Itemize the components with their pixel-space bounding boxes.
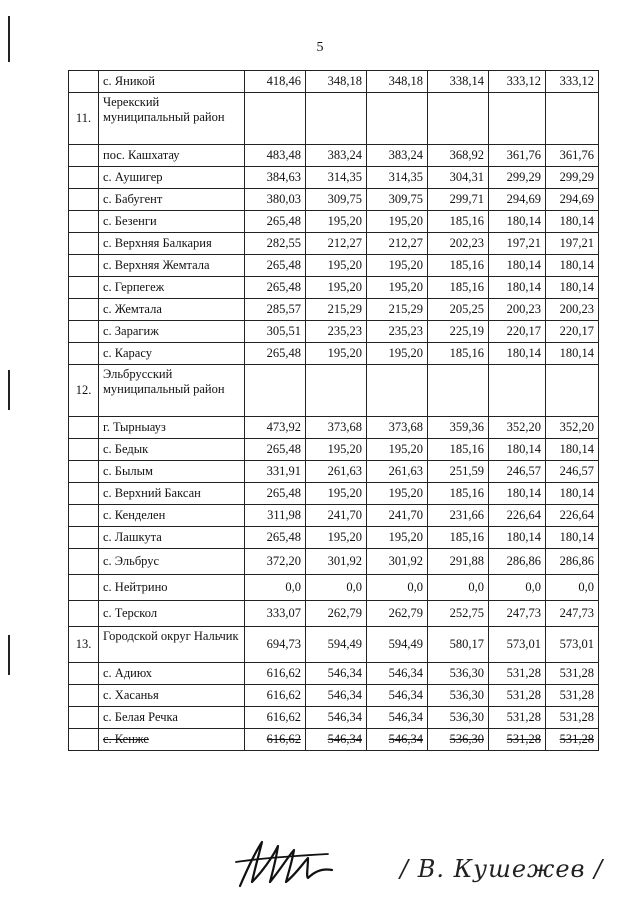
table-body (69, 71, 599, 751)
tariff-value: 616,62 (245, 663, 306, 685)
tariff-value (428, 93, 489, 145)
tariff-table (68, 70, 599, 751)
tariff-value: 180,14 (546, 343, 599, 365)
tariff-value: 180,14 (546, 255, 599, 277)
tariff-value: 309,75 (306, 189, 367, 211)
margin-mark (8, 16, 10, 62)
tariff-value: 241,70 (367, 505, 428, 527)
table-row (69, 167, 599, 189)
tariff-value: 333,12 (489, 71, 546, 93)
tariff-value: 546,34 (367, 707, 428, 729)
tariff-value (306, 93, 367, 145)
settlement-name: с. Зарагиж (99, 321, 245, 343)
tariff-value: 299,29 (489, 167, 546, 189)
settlement-name: с. Бедык (99, 439, 245, 461)
tariff-value: 180,14 (489, 343, 546, 365)
settlement-name: Эльбрусский муниципальный район (99, 365, 245, 417)
tariff-value: 180,14 (546, 439, 599, 461)
tariff-value: 180,14 (489, 277, 546, 299)
tariff-value: 531,28 (489, 729, 546, 751)
tariff-value: 265,48 (245, 255, 306, 277)
tariff-value: 0,0 (546, 575, 599, 601)
tariff-value: 531,28 (489, 707, 546, 729)
tariff-value: 531,28 (546, 663, 599, 685)
tariff-value: 580,17 (428, 627, 489, 663)
tariff-value: 383,24 (306, 145, 367, 167)
row-number (69, 575, 99, 601)
tariff-value: 546,34 (306, 685, 367, 707)
row-number (69, 549, 99, 575)
tariff-value: 294,69 (489, 189, 546, 211)
tariff-value: 197,21 (546, 233, 599, 255)
tariff-value: 265,48 (245, 527, 306, 549)
tariff-value: 348,18 (306, 71, 367, 93)
settlement-name: с. Яникой (99, 71, 245, 93)
table-row (69, 417, 599, 439)
tariff-value: 373,68 (367, 417, 428, 439)
tariff-value: 531,28 (546, 685, 599, 707)
tariff-value: 372,20 (245, 549, 306, 575)
tariff-value: 333,07 (245, 601, 306, 627)
tariff-value: 180,14 (546, 483, 599, 505)
row-number (69, 299, 99, 321)
tariff-value: 546,34 (306, 663, 367, 685)
settlement-name: пос. Кашхатау (99, 145, 245, 167)
row-number (69, 663, 99, 685)
tariff-value: 180,14 (489, 255, 546, 277)
tariff-value: 483,48 (245, 145, 306, 167)
tariff-value (245, 93, 306, 145)
tariff-value: 212,27 (367, 233, 428, 255)
page-number: 5 (316, 40, 324, 55)
table-row (69, 483, 599, 505)
row-number (69, 145, 99, 167)
table-row (69, 233, 599, 255)
tariff-value: 286,86 (546, 549, 599, 575)
tariff-value: 246,57 (546, 461, 599, 483)
tariff-value: 180,14 (546, 527, 599, 549)
table-row (69, 707, 599, 729)
row-number (69, 461, 99, 483)
table-row (69, 71, 599, 93)
settlement-name: с. Былым (99, 461, 245, 483)
tariff-value: 304,31 (428, 167, 489, 189)
settlement-name: Городской округ Нальчик (99, 627, 245, 663)
settlement-name: с. Кенделен (99, 505, 245, 527)
tariff-value: 546,34 (306, 707, 367, 729)
tariff-value: 195,20 (367, 483, 428, 505)
tariff-value: 262,79 (367, 601, 428, 627)
tariff-value: 251,59 (428, 461, 489, 483)
tariff-value: 195,20 (367, 211, 428, 233)
table-row (69, 321, 599, 343)
tariff-value: 531,28 (546, 729, 599, 751)
table-row (69, 575, 599, 601)
tariff-value: 299,71 (428, 189, 489, 211)
tariff-value: 247,73 (489, 601, 546, 627)
table-row (69, 549, 599, 575)
tariff-value: 220,17 (546, 321, 599, 343)
tariff-value: 220,17 (489, 321, 546, 343)
settlement-name: г. Тырныауз (99, 417, 245, 439)
tariff-value: 200,23 (546, 299, 599, 321)
tariff-value: 286,86 (489, 549, 546, 575)
tariff-value (306, 365, 367, 417)
table-row (69, 527, 599, 549)
tariff-value: 195,20 (306, 277, 367, 299)
tariff-value: 241,70 (306, 505, 367, 527)
tariff-value: 235,23 (367, 321, 428, 343)
row-number (69, 527, 99, 549)
row-number: 11. (69, 93, 99, 145)
tariff-value: 380,03 (245, 189, 306, 211)
tariff-value: 383,24 (367, 145, 428, 167)
tariff-value: 0,0 (245, 575, 306, 601)
tariff-value: 195,20 (306, 343, 367, 365)
table-row (69, 343, 599, 365)
tariff-value: 195,20 (306, 439, 367, 461)
row-number (69, 601, 99, 627)
row-number (69, 71, 99, 93)
tariff-value: 195,20 (367, 439, 428, 461)
tariff-value: 694,73 (245, 627, 306, 663)
tariff-value: 265,48 (245, 483, 306, 505)
tariff-value: 180,14 (546, 277, 599, 299)
row-number (69, 189, 99, 211)
tariff-value: 265,48 (245, 439, 306, 461)
tariff-value: 594,49 (306, 627, 367, 663)
table-row (69, 299, 599, 321)
tariff-value: 225,19 (428, 321, 489, 343)
table-row (69, 505, 599, 527)
tariff-value (367, 365, 428, 417)
margin-mark (8, 635, 10, 675)
tariff-value: 180,14 (546, 211, 599, 233)
tariff-value: 0,0 (428, 575, 489, 601)
tariff-value: 333,12 (546, 71, 599, 93)
tariff-value: 368,92 (428, 145, 489, 167)
tariff-value: 531,28 (489, 685, 546, 707)
tariff-value: 195,20 (306, 483, 367, 505)
tariff-value: 247,73 (546, 601, 599, 627)
row-number (69, 729, 99, 751)
tariff-value: 309,75 (367, 189, 428, 211)
settlement-name: с. Лашкута (99, 527, 245, 549)
row-number (69, 321, 99, 343)
tariff-value: 305,51 (245, 321, 306, 343)
tariff-value: 0,0 (489, 575, 546, 601)
tariff-value: 226,64 (489, 505, 546, 527)
row-number: 12. (69, 365, 99, 417)
tariff-value: 195,20 (306, 211, 367, 233)
settlement-name: с. Белая Речка (99, 707, 245, 729)
tariff-value: 352,20 (489, 417, 546, 439)
tariff-value: 185,16 (428, 255, 489, 277)
row-number (69, 417, 99, 439)
table-row (69, 145, 599, 167)
row-number (69, 685, 99, 707)
tariff-value: 546,34 (367, 729, 428, 751)
table-row (69, 663, 599, 685)
tariff-value: 282,55 (245, 233, 306, 255)
tariff-value: 384,63 (245, 167, 306, 189)
tariff-value: 197,21 (489, 233, 546, 255)
tariff-value: 314,35 (306, 167, 367, 189)
tariff-value: 265,48 (245, 343, 306, 365)
tariff-value: 195,20 (306, 527, 367, 549)
settlement-name: с. Кенже (99, 729, 245, 751)
tariff-value: 531,28 (546, 707, 599, 729)
tariff-value: 531,28 (489, 663, 546, 685)
tariff-value: 195,20 (367, 255, 428, 277)
tariff-value: 202,23 (428, 233, 489, 255)
row-number (69, 277, 99, 299)
tariff-value: 205,25 (428, 299, 489, 321)
table-row (69, 211, 599, 233)
table-row (69, 461, 599, 483)
table-row (69, 729, 599, 751)
tariff-value: 314,35 (367, 167, 428, 189)
tariff-value: 311,98 (245, 505, 306, 527)
tariff-value: 361,76 (489, 145, 546, 167)
tariff-value: 185,16 (428, 211, 489, 233)
settlement-name: с. Верхняя Балкария (99, 233, 245, 255)
table-row (69, 685, 599, 707)
table-row (69, 601, 599, 627)
tariff-value: 265,48 (245, 211, 306, 233)
tariff-value: 231,66 (428, 505, 489, 527)
row-number (69, 483, 99, 505)
settlement-name: с. Карасу (99, 343, 245, 365)
tariff-value: 418,46 (245, 71, 306, 93)
tariff-value: 573,01 (489, 627, 546, 663)
tariff-value: 200,23 (489, 299, 546, 321)
tariff-value: 185,16 (428, 277, 489, 299)
tariff-value: 473,92 (245, 417, 306, 439)
tariff-value: 215,29 (306, 299, 367, 321)
tariff-value: 536,30 (428, 685, 489, 707)
tariff-value: 616,62 (245, 685, 306, 707)
tariff-value: 338,14 (428, 71, 489, 93)
row-number: 13. (69, 627, 99, 663)
table-row (69, 277, 599, 299)
signature (232, 832, 342, 896)
row-number (69, 211, 99, 233)
tariff-value: 185,16 (428, 439, 489, 461)
tariff-value: 352,20 (546, 417, 599, 439)
row-number (69, 343, 99, 365)
tariff-value: 536,30 (428, 663, 489, 685)
tariff-value: 536,30 (428, 707, 489, 729)
settlement-name: с. Аушигер (99, 167, 245, 189)
tariff-value: 299,29 (546, 167, 599, 189)
tariff-value: 573,01 (546, 627, 599, 663)
tariff-value: 180,14 (489, 211, 546, 233)
tariff-value: 262,79 (306, 601, 367, 627)
tariff-value: 546,34 (367, 685, 428, 707)
tariff-value: 546,34 (306, 729, 367, 751)
tariff-value: 301,92 (306, 549, 367, 575)
row-number (69, 255, 99, 277)
tariff-value (489, 365, 546, 417)
tariff-value: 246,57 (489, 461, 546, 483)
tariff-value: 294,69 (546, 189, 599, 211)
row-number (69, 707, 99, 729)
tariff-value (367, 93, 428, 145)
signature-caption: / В. Кушежев / (400, 855, 604, 883)
tariff-value: 195,20 (367, 527, 428, 549)
tariff-value: 185,16 (428, 483, 489, 505)
tariff-value (546, 93, 599, 145)
tariff-value: 195,20 (306, 255, 367, 277)
tariff-value (546, 365, 599, 417)
tariff-value: 185,16 (428, 527, 489, 549)
tariff-value: 536,30 (428, 729, 489, 751)
tariff-value (489, 93, 546, 145)
settlement-name: с. Хасанья (99, 685, 245, 707)
settlement-name: с. Терскол (99, 601, 245, 627)
tariff-value: 226,64 (546, 505, 599, 527)
tariff-value: 348,18 (367, 71, 428, 93)
tariff-value: 373,68 (306, 417, 367, 439)
tariff-value: 616,62 (245, 707, 306, 729)
row-number (69, 167, 99, 189)
settlement-name: с. Жемтала (99, 299, 245, 321)
tariff-value: 195,20 (367, 343, 428, 365)
row-number (69, 439, 99, 461)
tariff-value: 546,34 (367, 663, 428, 685)
tariff-value: 301,92 (367, 549, 428, 575)
tariff-value: 0,0 (367, 575, 428, 601)
tariff-value: 252,75 (428, 601, 489, 627)
tariff-value: 261,63 (367, 461, 428, 483)
margin-mark (8, 370, 10, 410)
tariff-value: 212,27 (306, 233, 367, 255)
tariff-value: 265,48 (245, 277, 306, 299)
tariff-value: 215,29 (367, 299, 428, 321)
settlement-name: с. Безенги (99, 211, 245, 233)
settlement-name: с. Герпегеж (99, 277, 245, 299)
tariff-value: 359,36 (428, 417, 489, 439)
settlement-name: с. Эльбрус (99, 549, 245, 575)
row-number (69, 233, 99, 255)
tariff-value: 261,63 (306, 461, 367, 483)
tariff-value: 331,91 (245, 461, 306, 483)
settlement-name: с. Верхняя Жемтала (99, 255, 245, 277)
tariff-value: 361,76 (546, 145, 599, 167)
tariff-value: 0,0 (306, 575, 367, 601)
table-row (69, 93, 599, 145)
table-row (69, 439, 599, 461)
tariff-value (245, 365, 306, 417)
tariff-value: 235,23 (306, 321, 367, 343)
tariff-value: 616,62 (245, 729, 306, 751)
tariff-value: 180,14 (489, 439, 546, 461)
tariff-value: 180,14 (489, 483, 546, 505)
settlement-name: с. Нейтрино (99, 575, 245, 601)
settlement-name: с. Верхний Баксан (99, 483, 245, 505)
settlement-name: с. Бабугент (99, 189, 245, 211)
settlement-name: Черекский муниципальный район (99, 93, 245, 145)
tariff-value (428, 365, 489, 417)
tariff-value: 594,49 (367, 627, 428, 663)
tariff-value: 185,16 (428, 343, 489, 365)
tariff-value: 291,88 (428, 549, 489, 575)
table-row (69, 627, 599, 663)
row-number (69, 505, 99, 527)
table-row (69, 365, 599, 417)
table-row (69, 255, 599, 277)
tariff-value: 195,20 (367, 277, 428, 299)
tariff-value: 285,57 (245, 299, 306, 321)
tariff-value: 180,14 (489, 527, 546, 549)
settlement-name: с. Адиюх (99, 663, 245, 685)
table-row (69, 189, 599, 211)
